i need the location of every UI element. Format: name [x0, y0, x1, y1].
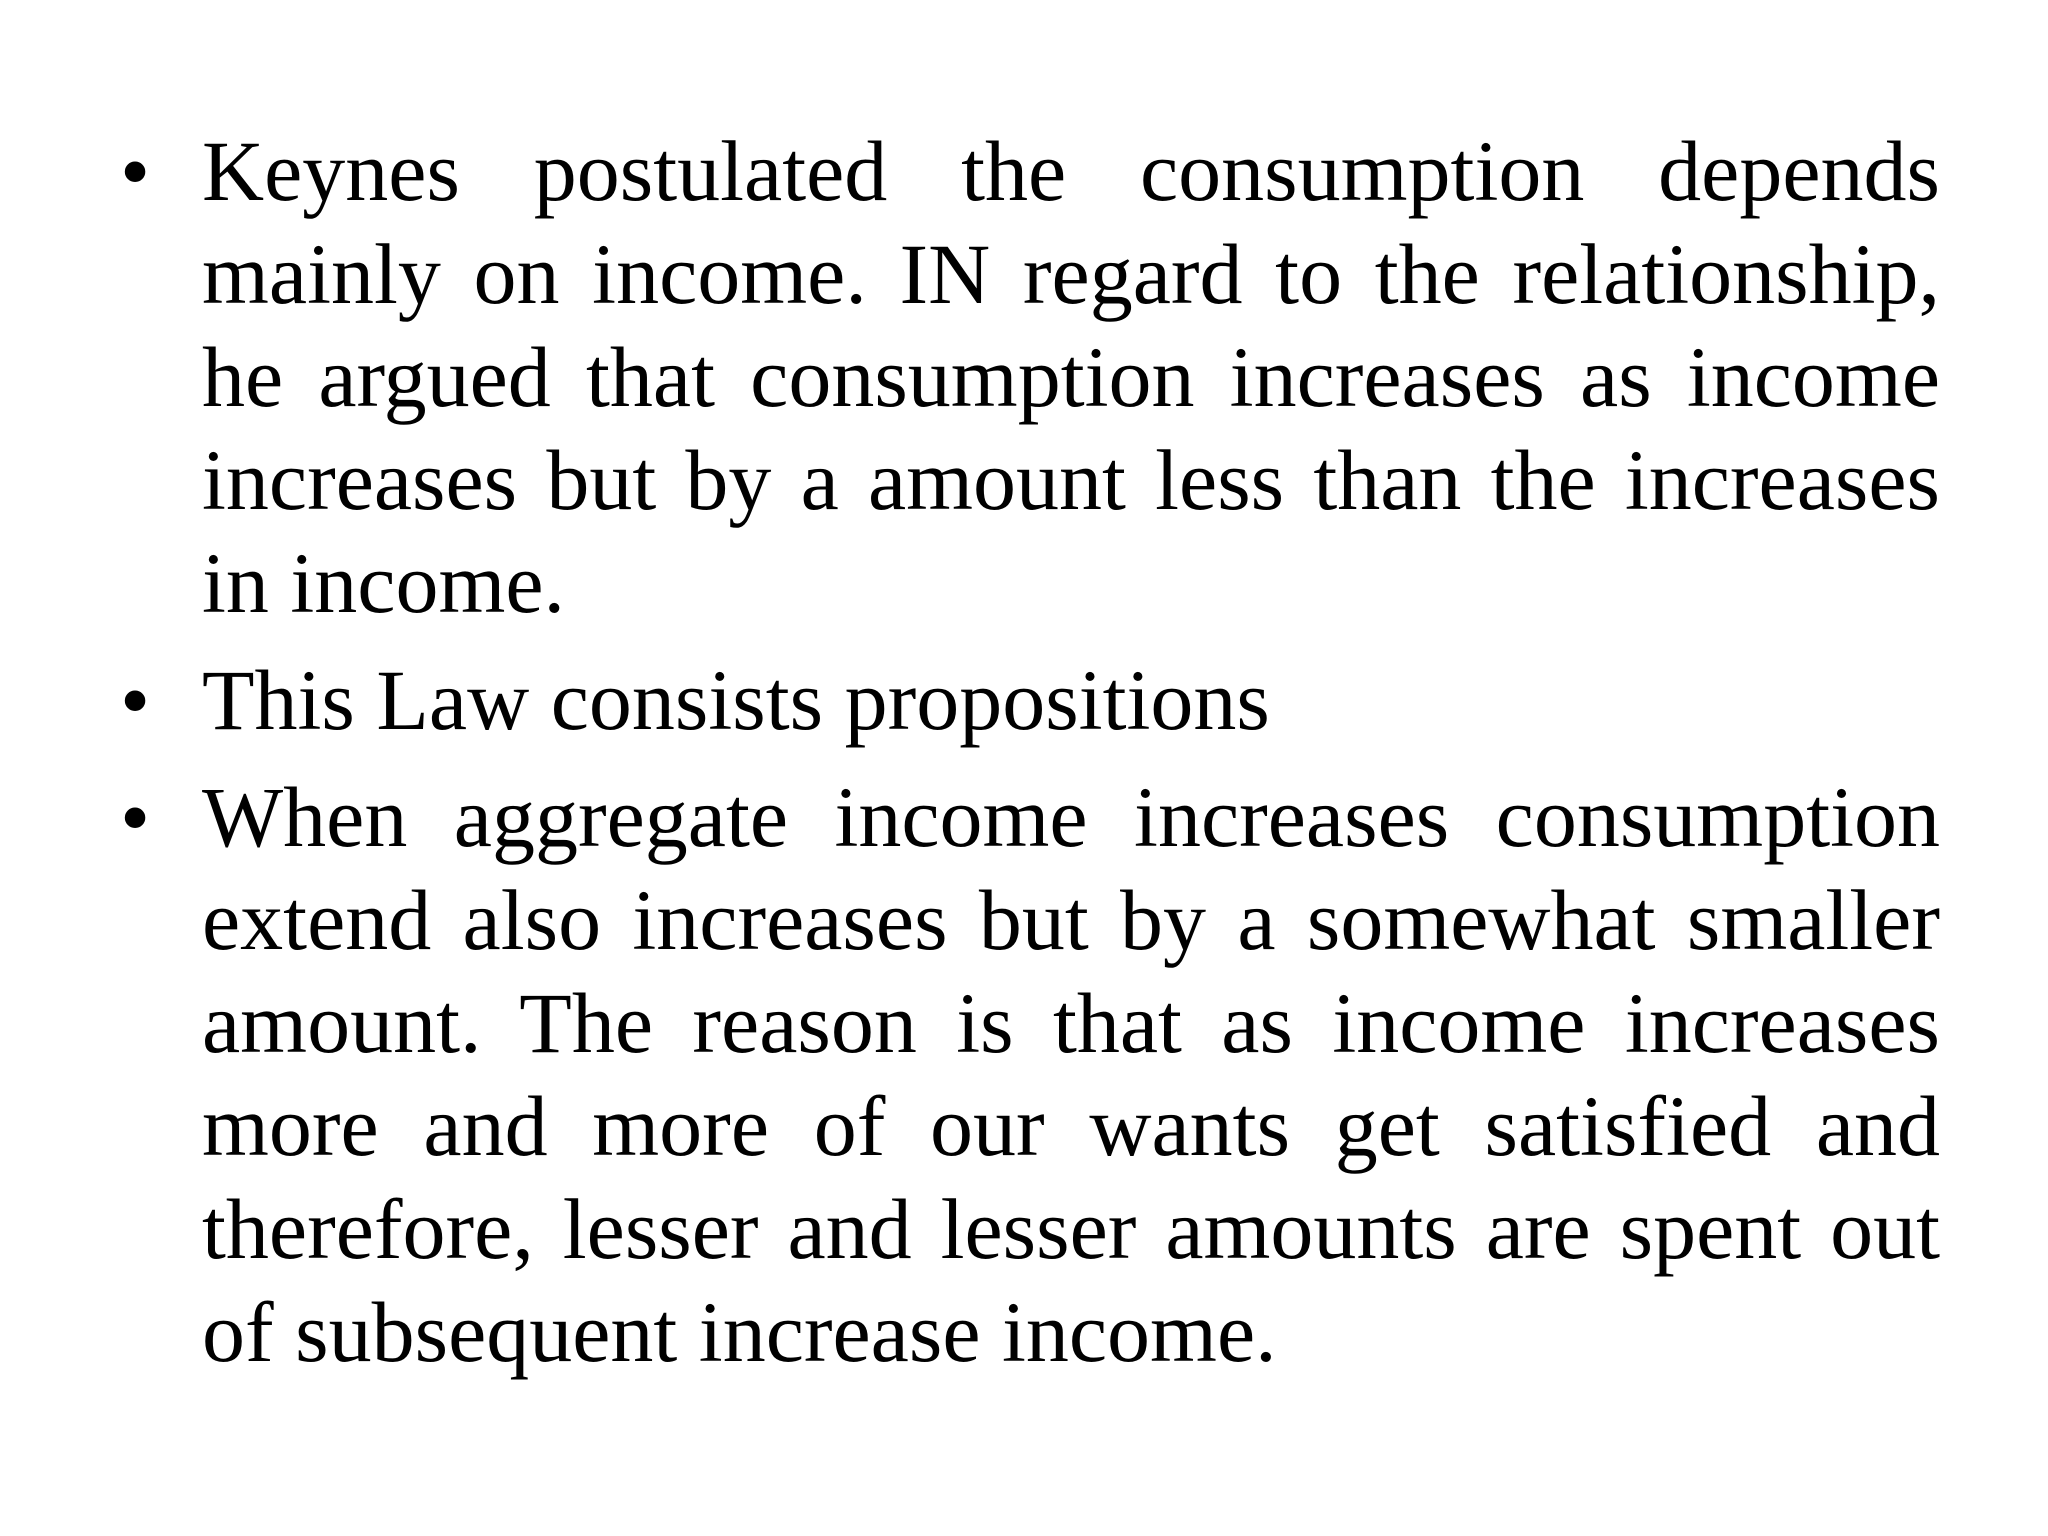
- bullet-item: [120, 120, 1940, 635]
- bullet-list: [120, 120, 1940, 1398]
- bullet-text: Keynes postulated the consumption depends mainly on income. IN regard to the relationship, he argued that consumption increases as income increases but by a amount less than the increases in income.: [202, 123, 1940, 631]
- bullet-dot-icon: •: [120, 652, 151, 748]
- bullet-item: [120, 766, 1940, 1384]
- bullet-dot-icon: •: [120, 123, 151, 219]
- bullet-item: [120, 649, 1940, 752]
- bullet-text: When aggregate income increases consumption extend also increases but by a somewhat smaller amount. The reason is that as income increases more and more of our wants get satisfied and therefore, lesser and lesser amounts are spent out of subsequent increase income.: [202, 769, 1940, 1380]
- bullet-text: This Law consists propositions: [202, 652, 1270, 748]
- bullet-dot-icon: •: [120, 769, 151, 865]
